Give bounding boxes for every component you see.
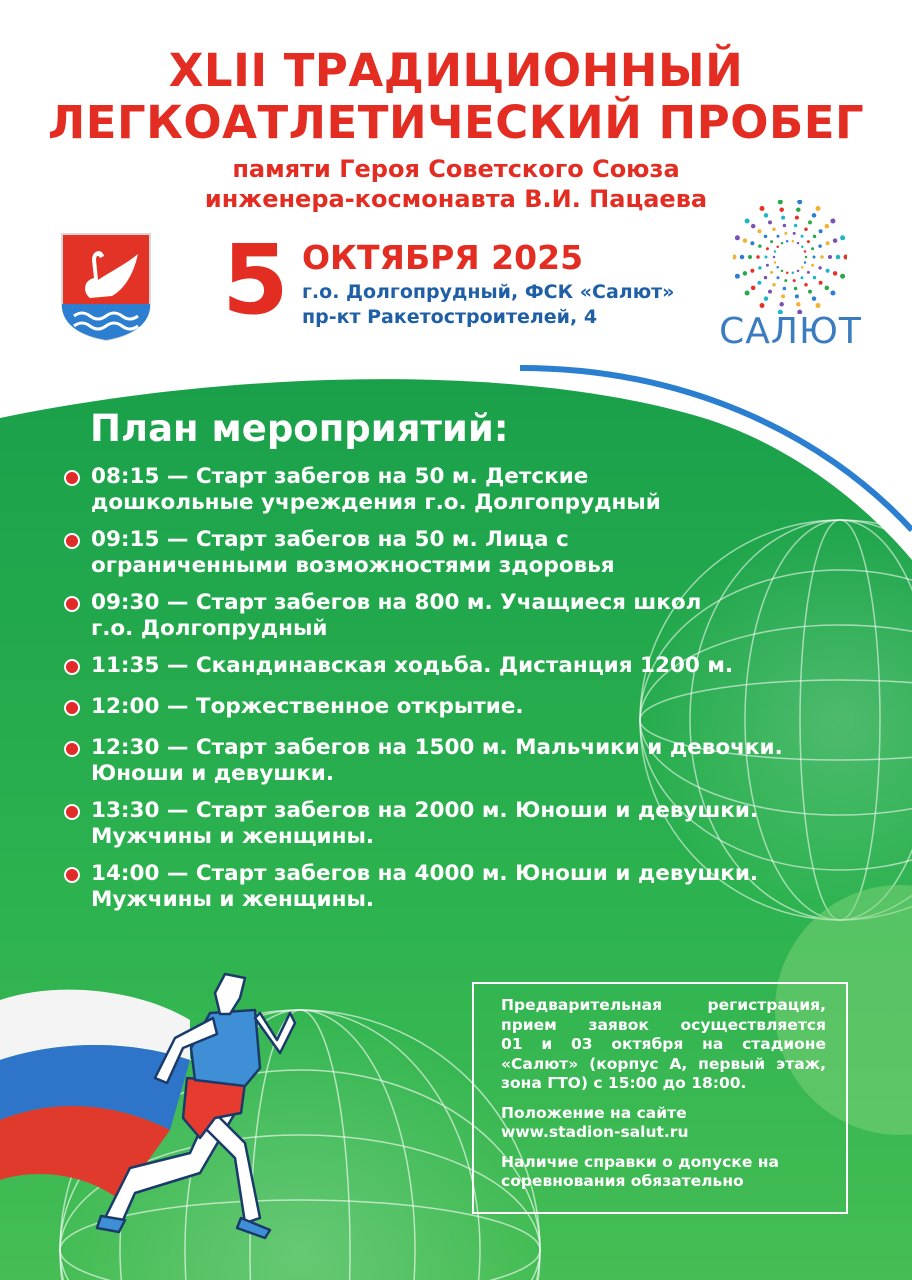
event-text: 13:30 — Старт забегов на 2000 м. Юноши и девушки. [91, 798, 759, 823]
red-dot-icon [64, 700, 80, 716]
event-text: 08:15 — Старт забегов на 50 м. Детские [91, 464, 589, 489]
red-dot-icon [64, 804, 80, 820]
event-text: 11:35 — Скандинавская ходьба. Дистанция 1200 м. [91, 653, 734, 678]
event-list [64, 464, 874, 924]
info-line: Положение на сайте [501, 1103, 687, 1122]
event-title-line1: XLII ТРАДИЦИОННЫЙ [168, 44, 744, 97]
red-dot-icon [64, 596, 80, 612]
event-item [64, 590, 874, 642]
website-link[interactable]: www.stadion-salut.ru [501, 1123, 689, 1141]
info-line: зона ГТО) с 15:00 до 18:00. [501, 1074, 747, 1092]
info-line: Предварительная регистрация, [501, 996, 826, 1014]
event-month-year: ОКТЯБРЯ 2025 [302, 238, 584, 277]
event-text: 09:15 — Старт забегов на 50 м. Лица с [91, 527, 569, 552]
certificate-info [501, 1153, 826, 1192]
event-location: г.о. Долгопрудный, ФСК «Салют» [302, 281, 675, 303]
runner-illustration [95, 968, 305, 1248]
event-text: 12:30 — Старт забегов на 1500 м. Мальчики и девочки. [91, 735, 783, 760]
event-item [64, 527, 874, 579]
info-line: Наличие справки о допуске на [501, 1152, 779, 1171]
event-text: дошкольные учреждения г.о. Долгопрудный [91, 490, 661, 515]
registration-info [501, 996, 826, 1094]
info-line: «Салют» (корпус А, первый этаж, [501, 1054, 826, 1073]
plan-title: План мероприятий: [90, 407, 509, 450]
event-item [64, 861, 874, 913]
event-item [64, 694, 874, 720]
red-dot-icon [64, 741, 80, 757]
swan-emblem-icon [60, 232, 152, 342]
red-dot-icon [64, 659, 80, 675]
salute-logo-text: САЛЮТ [719, 311, 862, 352]
red-dot-icon [64, 867, 80, 883]
event-item [64, 653, 874, 679]
event-text: ограниченными возможностями здоровья [91, 553, 615, 578]
event-text: 12:00 — Торжественное открытие. [91, 694, 524, 719]
event-text: Юноши и девушки. [91, 761, 335, 786]
event-title-line2: ЛЕГКОАТЛЕТИЧЕСКИЙ ПРОБЕГ [47, 96, 865, 149]
event-item [64, 735, 874, 787]
info-line: соревнования обязательно [501, 1172, 744, 1190]
event-day: 5 [222, 224, 289, 336]
event-subtitle-line2: инженера-космонавта В.И. Пацаева [204, 185, 708, 213]
event-address: пр-кт Ракетостроителей, 4 [302, 306, 598, 328]
event-text: Мужчины и женщины. [91, 887, 375, 912]
red-dot-icon [64, 470, 80, 486]
event-item [64, 798, 874, 850]
red-dot-icon [64, 533, 80, 549]
event-item [64, 464, 874, 516]
event-subtitle-line1: памяти Героя Советского Союза [232, 155, 680, 183]
regulation-info [501, 1104, 826, 1143]
info-line: 01 и 03 октября на стадионе [501, 1035, 826, 1053]
event-text: Мужчины и женщины. [91, 824, 375, 849]
salute-firework-icon [733, 200, 847, 314]
event-text: 14:00 — Старт забегов на 4000 м. Юноши и девушки. [91, 861, 759, 886]
event-text: 09:30 — Старт забегов на 800 м. Учащиеся школ [91, 590, 702, 615]
info-box [472, 982, 848, 1214]
event-text: г.о. Долгопрудный [91, 616, 328, 641]
info-line: прием заявок осуществляется [501, 1015, 826, 1034]
